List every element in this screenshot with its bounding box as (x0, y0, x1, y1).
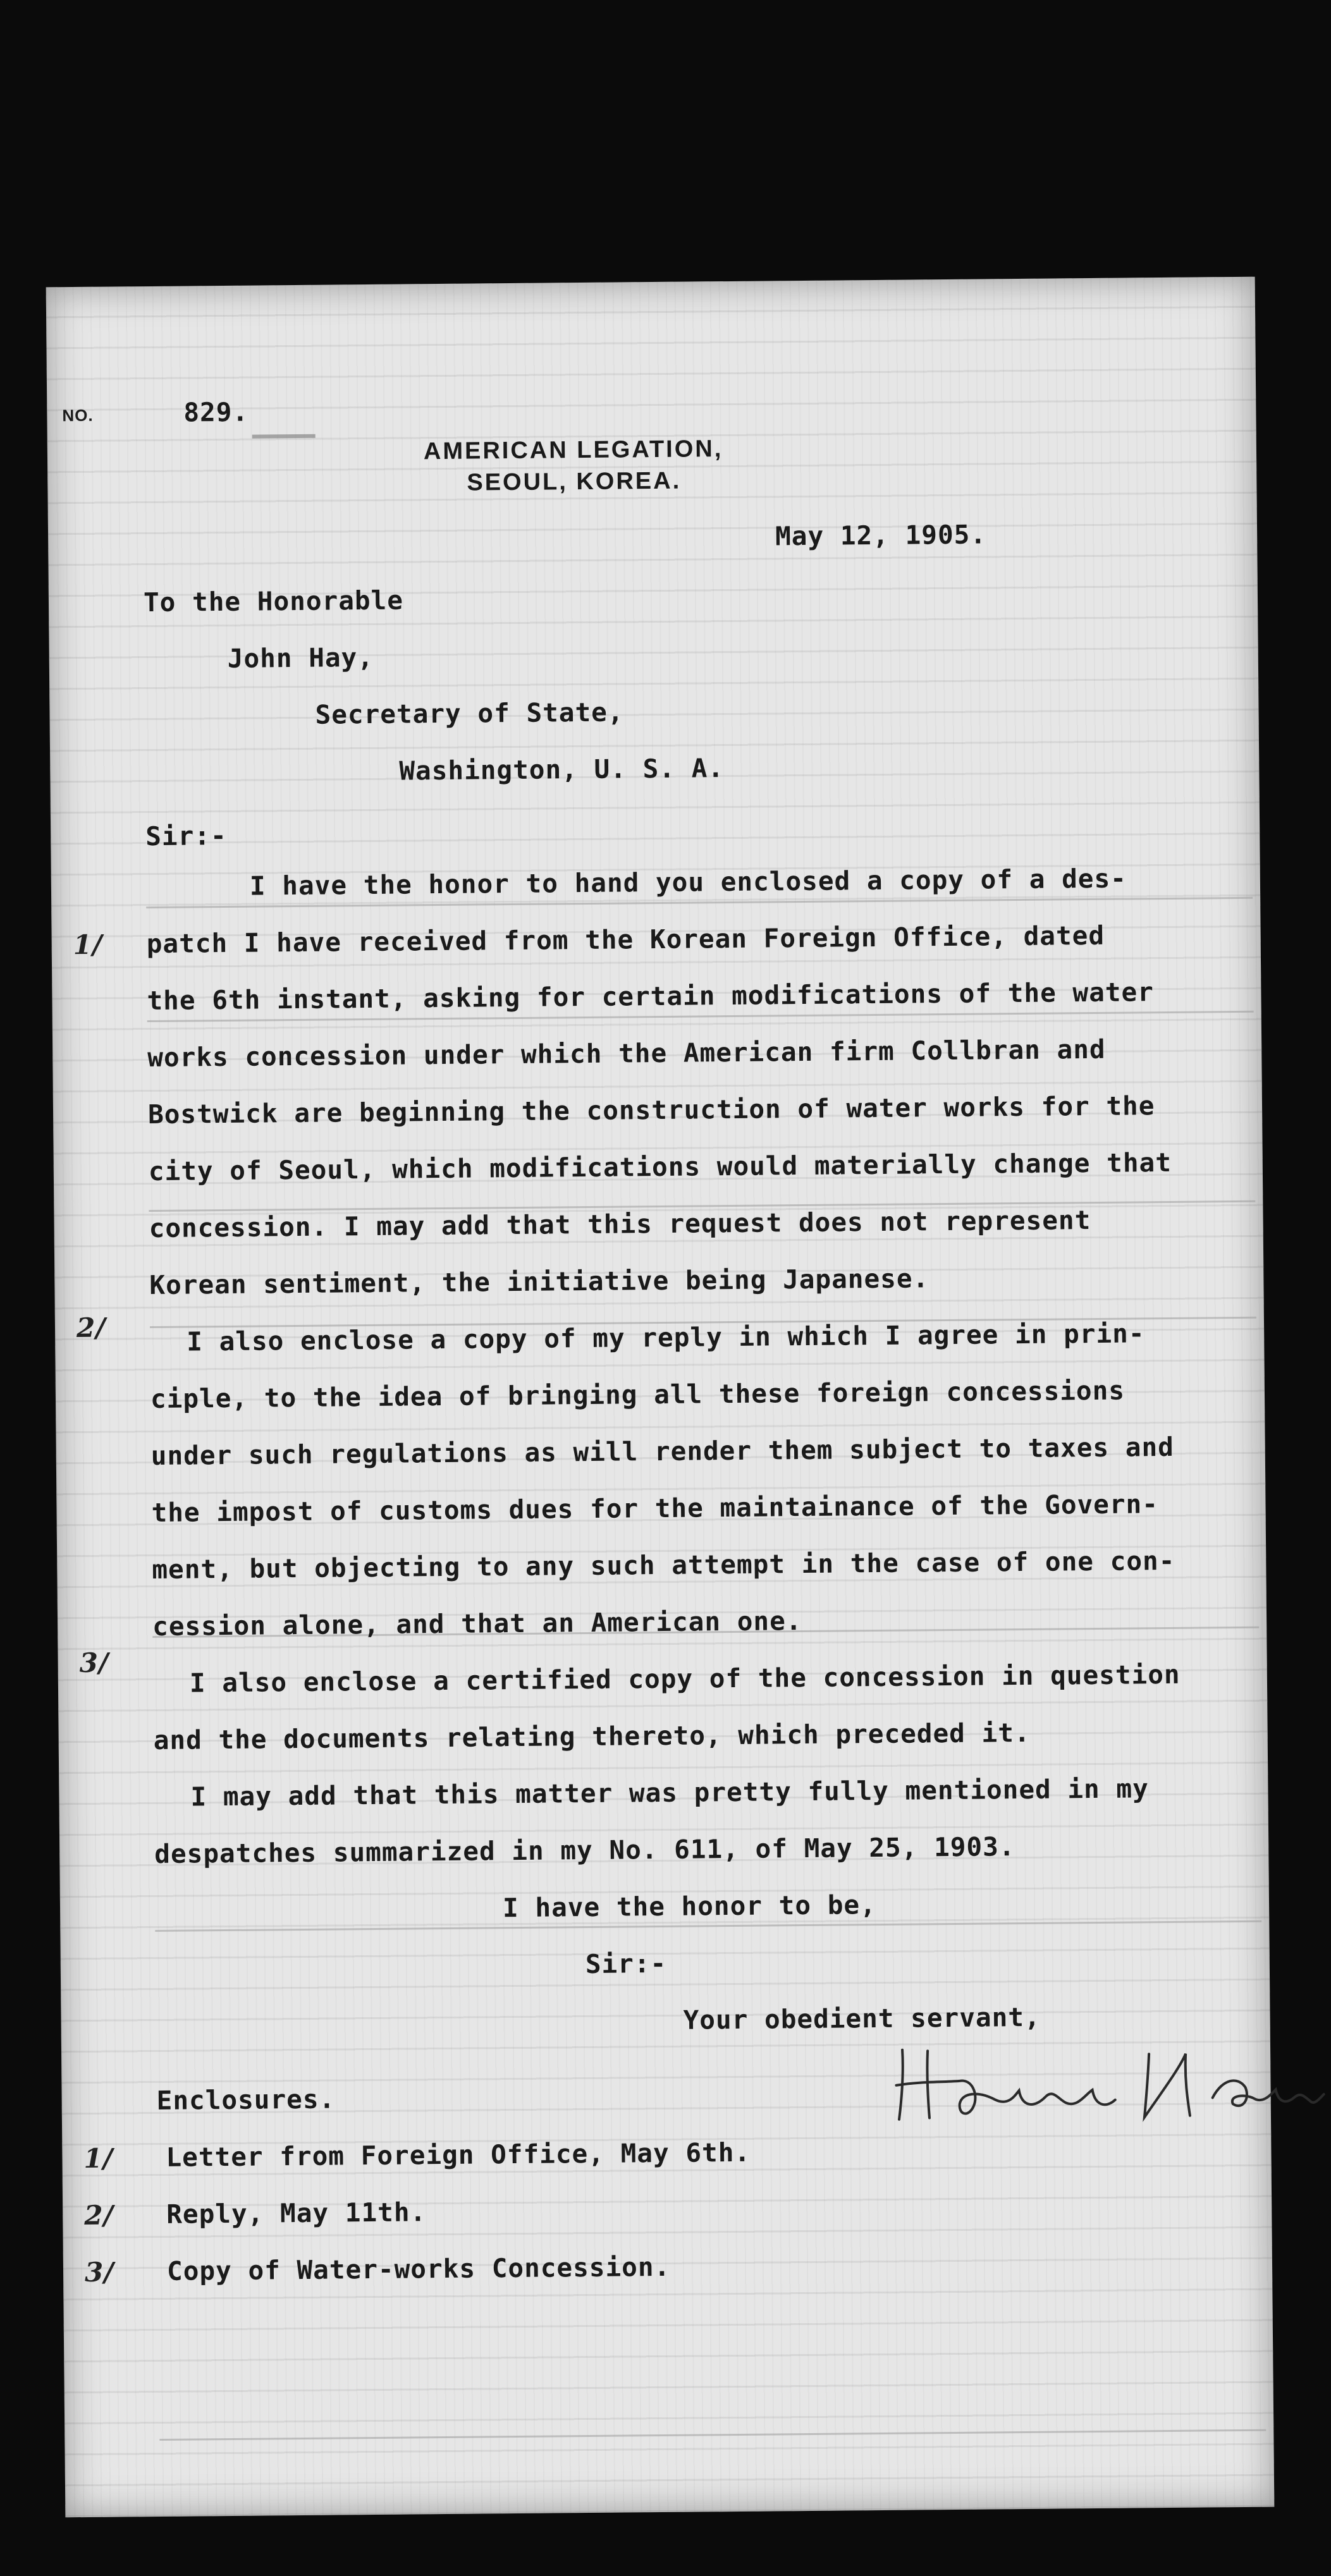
enclosure-mark: 2/ (84, 2199, 114, 2231)
body-line: I may add that this matter was pretty fully mentioned in my (190, 1773, 1150, 1812)
letterhead-line-2: SEOUL, KOREA. (467, 467, 682, 496)
enclosure-item: Letter from Foreign Office, May 6th. (166, 2137, 751, 2173)
margin-mark-1: 1/ (73, 929, 103, 961)
address-line: Secretary of State, (315, 697, 624, 730)
closing-line: Your obedient servant, (683, 2001, 1041, 2036)
ruled-line (155, 1920, 1261, 1932)
enclosure-item: Copy of Water-works Concession. (166, 2251, 671, 2286)
body-line: city of Seoul, which modifications would materially change that (148, 1147, 1172, 1187)
address-line: John Hay, (227, 642, 374, 674)
body-line: patch I have received from the Korean Foreign Office, dated (146, 920, 1105, 960)
letterhead-line-1: AMERICAN LEGATION, (423, 436, 723, 465)
enclosure-mark: 1/ (83, 2142, 114, 2174)
body-line: despatches summarized in my No. 611, of May 25, 1903. (154, 1831, 1015, 1870)
body-line: the impost of customs dues for the maintainance of the Govern- (151, 1489, 1159, 1529)
body-line: I also enclose a certified copy of the concession in question (189, 1659, 1181, 1699)
body-line: Bostwick are beginning the construction of water works for the (147, 1090, 1155, 1130)
body-line: under such regulations as will render them subject to taxes and (150, 1431, 1175, 1472)
body-line: cession alone, and that an American one. (152, 1606, 802, 1642)
closing-line: Sir:- (585, 1948, 667, 1980)
body-line: the 6th instant, asking for certain modifications of the water (147, 977, 1155, 1016)
body-line: ment, but objecting to any such attempt in the case of one con- (152, 1545, 1175, 1585)
salutation: Sir:- (145, 820, 227, 852)
letter-date: May 12, 1905. (775, 519, 987, 552)
body-line: ciple, to the idea of bringing all these foreign concessions (150, 1375, 1126, 1415)
body-line: and the documents relating thereto, which preceded it. (153, 1717, 1031, 1756)
body-line: I have the honor to hand you enclosed a copy of a des- (249, 863, 1127, 901)
enclosure-mark: 3/ (84, 2256, 114, 2288)
signature-image (883, 2034, 1327, 2126)
body-line: Korean sentiment, the initiative being Japanese. (149, 1263, 929, 1301)
number-label: NO. (62, 405, 94, 425)
body-line: works concession under which the American firm Collbran and (147, 1034, 1106, 1073)
ruled-line (159, 2429, 1266, 2441)
address-line: Washington, U. S. A. (399, 753, 725, 786)
margin-mark-3: 3/ (79, 1647, 109, 1679)
enclosure-item: Reply, May 11th. (166, 2197, 427, 2230)
body-line: concession. I may add that this request does not represent (149, 1205, 1091, 1244)
despatch-number: 829. (183, 396, 249, 428)
enclosures-heading: Enclosures. (156, 2084, 336, 2116)
closing-line: I have the honor to be, (502, 1889, 876, 1924)
letter-page (46, 277, 1275, 2518)
ink-dash (252, 434, 316, 439)
address-line: To the Honorable (143, 585, 404, 618)
margin-mark-2: 2/ (76, 1312, 106, 1344)
body-line: I also enclose a copy of my reply in which I agree in prin- (186, 1318, 1145, 1357)
